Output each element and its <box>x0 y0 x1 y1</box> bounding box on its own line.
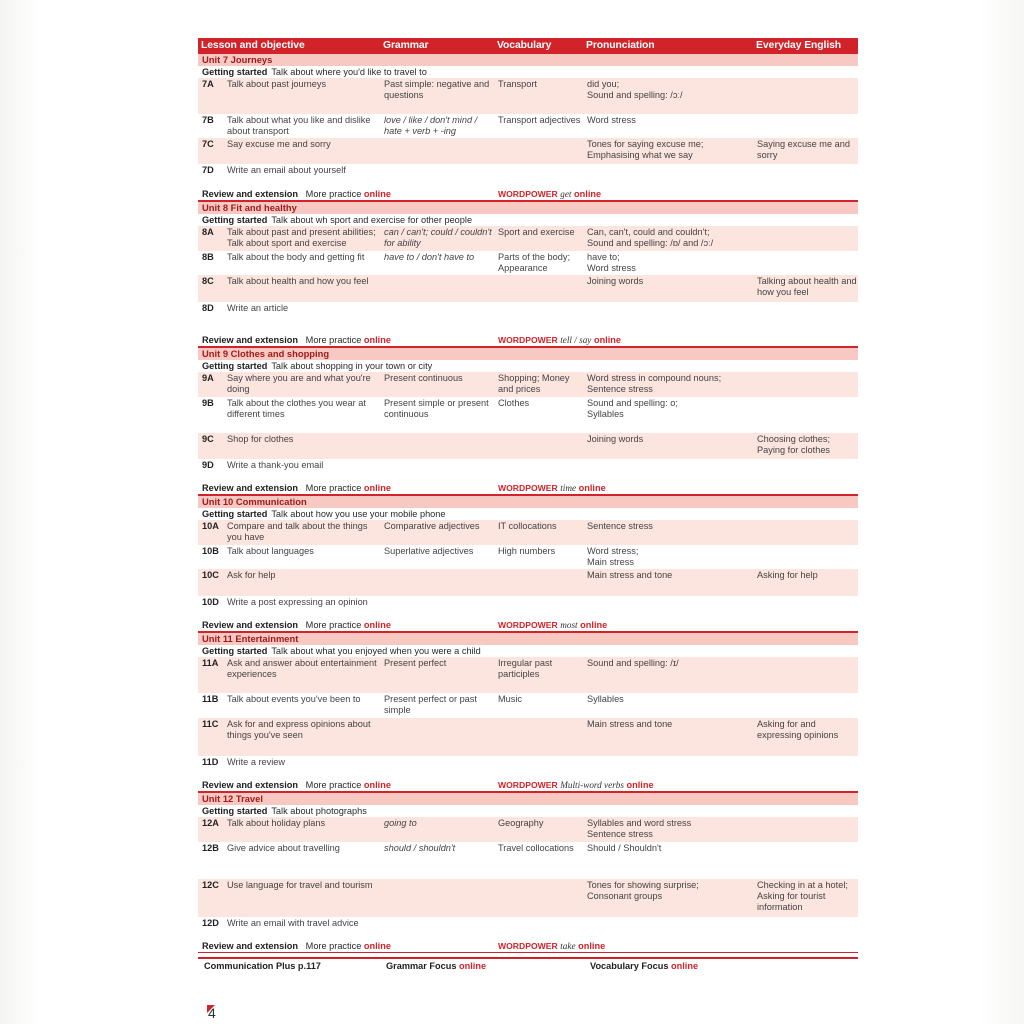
getting-started-text: Talk about photographs <box>271 806 367 816</box>
lesson-grammar <box>384 756 498 757</box>
lesson-pronunciation: Sound and spelling: /ɪ/ <box>587 658 679 668</box>
lesson-code: 9B <box>202 398 214 408</box>
unit-title: Unit 9 Clothes and shopping <box>198 347 858 360</box>
unit-title: Unit 8 Fit and healthy <box>198 201 858 214</box>
lesson-row <box>198 372 858 397</box>
lesson-grammar <box>384 718 498 719</box>
lesson-vocabulary <box>498 302 587 303</box>
lesson-pronunciation: Should / Shouldn't <box>587 843 662 853</box>
lesson-everyday-english <box>757 78 862 79</box>
header-lesson: Lesson and objective <box>201 40 305 51</box>
lesson-everyday-english <box>757 251 862 252</box>
lesson-vocabulary: Transport <box>498 79 537 89</box>
getting-started-row <box>198 66 858 78</box>
lesson-objective: Ask for help <box>227 570 276 580</box>
lesson-everyday-english <box>757 817 862 818</box>
table-header <box>198 38 858 53</box>
lesson-pronunciation: have to; Word stress <box>587 252 636 273</box>
lesson-code: 12A <box>202 818 219 828</box>
header-pronunciation: Pronunciation <box>586 40 655 51</box>
lesson-grammar <box>384 596 498 597</box>
lesson-everyday-english: Asking for help <box>757 570 818 580</box>
review-extension: Review and extension More practice online <box>202 335 391 345</box>
lesson-pronunciation: Main stress and tone <box>587 570 673 580</box>
lesson-vocabulary <box>498 459 587 460</box>
header-grammar: Grammar <box>383 40 429 51</box>
lesson-code: 10A <box>202 521 219 531</box>
lesson-code: 12B <box>202 843 219 853</box>
lesson-code: 7C <box>202 139 214 149</box>
lesson-code: 9A <box>202 373 214 383</box>
lesson-grammar <box>384 275 498 276</box>
lesson-grammar <box>384 879 498 880</box>
lesson-pronunciation <box>587 917 757 918</box>
vocabulary-focus: Vocabulary Focus online <box>590 961 699 971</box>
lesson-row <box>198 842 858 879</box>
contents-table <box>198 38 858 973</box>
lesson-code: 10C <box>202 570 219 580</box>
lesson-grammar: have to / don't have to <box>384 252 475 262</box>
lesson-objective: Give advice about travelling <box>227 843 340 853</box>
lesson-grammar: Present continuous <box>384 373 463 383</box>
lesson-row <box>198 545 858 569</box>
lesson-objective: Talk about what you like and dislike about transport <box>227 115 371 136</box>
lesson-grammar: Present perfect or past simple <box>384 694 477 715</box>
lesson-objective: Talk about past journeys <box>227 79 327 89</box>
units-container <box>198 53 858 953</box>
lesson-grammar: Present simple or present continuous <box>384 398 489 419</box>
wordpower-link[interactable]: WORDPOWER take online <box>498 941 606 951</box>
getting-started-row <box>198 645 858 657</box>
lesson-everyday-english <box>757 372 862 373</box>
header-everyday-english: Everyday English <box>756 40 842 51</box>
lesson-row <box>198 569 858 596</box>
lesson-row <box>198 817 858 842</box>
lesson-objective: Write an email with travel advice <box>227 918 359 928</box>
lesson-code: 7D <box>202 165 214 175</box>
lesson-grammar: can / can't; could / couldn't for ability <box>384 227 492 248</box>
lesson-pronunciation: Word stress in compound nouns; Sentence stress <box>587 373 722 394</box>
lesson-objective: Shop for clothes <box>227 434 294 444</box>
lesson-row <box>198 433 858 459</box>
lesson-pronunciation: Sound and spelling: o; Syllables <box>587 398 678 419</box>
lesson-pronunciation: Tones for saying excuse me; Emphasising what we say <box>587 139 704 160</box>
review-row <box>198 619 858 632</box>
lesson-vocabulary <box>498 756 587 757</box>
review-row <box>198 940 858 953</box>
lesson-vocabulary: Geography <box>498 818 544 828</box>
getting-started-label: Getting started <box>202 509 268 519</box>
lesson-everyday-english: Talking about health and how you feel <box>757 276 857 297</box>
lesson-objective: Talk about languages <box>227 546 314 556</box>
lesson-row <box>198 78 858 114</box>
getting-started-text: Talk about where you'd like to travel to <box>271 67 427 77</box>
lesson-everyday-english <box>757 459 862 460</box>
page-number: 4 <box>208 1005 216 1021</box>
lesson-vocabulary <box>498 138 587 139</box>
getting-started-row <box>198 805 858 817</box>
lesson-vocabulary <box>498 569 587 570</box>
lesson-vocabulary: Transport adjectives <box>498 115 581 125</box>
lesson-row <box>198 164 858 188</box>
lesson-grammar: going to <box>384 818 417 828</box>
lesson-vocabulary <box>498 879 587 880</box>
review-row <box>198 334 858 347</box>
lesson-grammar: Past simple: negative and questions <box>384 79 490 100</box>
lesson-row <box>198 138 858 164</box>
wordpower-link[interactable]: WORDPOWER get online <box>498 189 602 199</box>
lesson-vocabulary <box>498 917 587 918</box>
lesson-code: 11C <box>202 719 219 729</box>
lesson-grammar: should / shouldn't <box>384 843 456 853</box>
lesson-pronunciation <box>587 596 757 597</box>
lesson-row <box>198 520 858 545</box>
lesson-grammar: Present perfect <box>384 658 447 668</box>
lesson-everyday-english <box>757 917 862 918</box>
lesson-vocabulary <box>498 164 587 165</box>
lesson-grammar <box>384 164 498 165</box>
lesson-grammar <box>384 917 498 918</box>
review-row <box>198 482 858 495</box>
footer-row <box>198 957 858 973</box>
communication-plus: Communication Plus p.117 <box>204 961 321 971</box>
unit-title: Unit 11 Entertainment <box>198 632 858 645</box>
lesson-pronunciation: Syllables and word stress Sentence stress <box>587 818 692 839</box>
lesson-code: 12D <box>202 918 219 928</box>
lesson-objective: Compare and talk about the things you have <box>227 521 368 542</box>
lesson-code: 7A <box>202 79 214 89</box>
wordpower-link[interactable]: WORDPOWER Multi-word verbs online <box>498 780 654 790</box>
lesson-objective: Write an email about yourself <box>227 165 346 175</box>
lesson-row <box>198 302 858 334</box>
lesson-vocabulary: Travel collocations <box>498 843 574 853</box>
lesson-pronunciation <box>587 756 757 757</box>
getting-started-label: Getting started <box>202 67 268 77</box>
lesson-code: 9C <box>202 434 214 444</box>
lesson-code: 10B <box>202 546 219 556</box>
review-row <box>198 779 858 792</box>
lesson-vocabulary: IT collocations <box>498 521 557 531</box>
lesson-vocabulary: Parts of the body; Appearance <box>498 252 571 273</box>
lesson-everyday-english: Checking in at a hotel; Asking for tourist information <box>757 880 848 912</box>
lesson-code: 11A <box>202 658 219 668</box>
lesson-pronunciation: Main stress and tone <box>587 719 673 729</box>
lesson-row <box>198 917 858 940</box>
review-row <box>198 188 858 201</box>
review-extension: Review and extension More practice online <box>202 780 391 790</box>
lesson-grammar: Superlative adjectives <box>384 546 474 556</box>
lesson-row <box>198 756 858 779</box>
lesson-grammar: Comparative adjectives <box>384 521 480 531</box>
getting-started-label: Getting started <box>202 215 268 225</box>
lesson-code: 11D <box>202 757 219 767</box>
getting-started-text: Talk about shopping in your town or city <box>271 361 433 371</box>
lesson-code: 8C <box>202 276 214 286</box>
lesson-everyday-english <box>757 693 862 694</box>
lesson-everyday-english <box>757 657 862 658</box>
lesson-vocabulary: Irregular past participles <box>498 658 553 679</box>
lesson-everyday-english <box>757 164 862 165</box>
getting-started-text: Talk about what you enjoyed when you were a child <box>271 646 481 656</box>
lesson-objective: Talk about the body and getting fit <box>227 252 365 262</box>
lesson-pronunciation <box>587 164 757 165</box>
lesson-pronunciation: Joining words <box>587 276 644 286</box>
lesson-vocabulary <box>498 433 587 434</box>
lesson-row <box>198 459 858 482</box>
wordpower-link[interactable]: WORDPOWER time online <box>498 483 606 493</box>
grammar-focus: Grammar Focus online <box>386 961 487 971</box>
lesson-row <box>198 275 858 302</box>
lesson-everyday-english <box>757 302 862 303</box>
lesson-row <box>198 251 858 275</box>
lesson-grammar <box>384 433 498 434</box>
lesson-vocabulary <box>498 596 587 597</box>
review-extension: Review and extension More practice online <box>202 620 391 630</box>
unit-title: Unit 7 Journeys <box>198 53 858 66</box>
lesson-everyday-english <box>757 545 862 546</box>
lesson-pronunciation: Can, can't, could and couldn't; Sound and spelling: /ɒ/ and /ɔː/ <box>587 227 714 248</box>
review-extension: Review and extension More practice online <box>202 941 391 951</box>
lesson-objective: Use language for travel and tourism <box>227 880 373 890</box>
lesson-objective: Write an article <box>227 303 289 313</box>
lesson-row <box>198 397 858 433</box>
lesson-everyday-english: Choosing clothes; Paying for clothes <box>757 434 831 455</box>
lesson-pronunciation <box>587 459 757 460</box>
lesson-code: 11B <box>202 694 219 704</box>
lesson-pronunciation: Word stress; Main stress <box>587 546 639 567</box>
lesson-everyday-english <box>757 756 862 757</box>
lesson-everyday-english <box>757 520 862 521</box>
unit-title: Unit 12 Travel <box>198 792 858 805</box>
lesson-pronunciation: Syllables <box>587 694 624 704</box>
getting-started-row <box>198 360 858 372</box>
lesson-everyday-english: Asking for and expressing opinions <box>757 719 839 740</box>
lesson-row <box>198 226 858 251</box>
lesson-vocabulary: Clothes <box>498 398 530 408</box>
lesson-objective: Ask for and express opinions about things you've seen <box>227 719 371 740</box>
lesson-pronunciation: did you; Sound and spelling: /ɔː/ <box>587 79 683 100</box>
lesson-objective: Write a review <box>227 757 286 767</box>
lesson-grammar <box>384 138 498 139</box>
lesson-vocabulary <box>498 718 587 719</box>
lesson-objective: Write a thank-you email <box>227 460 324 470</box>
lesson-vocabulary: Music <box>498 694 522 704</box>
header-vocabulary: Vocabulary <box>497 40 552 51</box>
wordpower-link[interactable]: WORDPOWER most online <box>498 620 608 630</box>
lesson-everyday-english <box>757 842 862 843</box>
getting-started-label: Getting started <box>202 806 268 816</box>
lesson-vocabulary: Sport and exercise <box>498 227 575 237</box>
lesson-everyday-english <box>757 596 862 597</box>
lesson-grammar <box>384 459 498 460</box>
lesson-vocabulary: High numbers <box>498 546 556 556</box>
lesson-objective: Say excuse me and sorry <box>227 139 331 149</box>
lesson-pronunciation: Tones for showing surprise; Consonant groups <box>587 880 699 901</box>
lesson-objective: Write a post expressing an opinion <box>227 597 368 607</box>
lesson-row <box>198 879 858 917</box>
lesson-objective: Talk about events you've been to <box>227 694 361 704</box>
lesson-grammar <box>384 569 498 570</box>
lesson-pronunciation <box>587 302 757 303</box>
lesson-everyday-english: Saying excuse me and sorry <box>757 139 850 160</box>
lesson-row <box>198 657 858 693</box>
review-extension: Review and extension More practice online <box>202 483 391 493</box>
unit-title: Unit 10 Communication <box>198 495 858 508</box>
getting-started-row <box>198 508 858 520</box>
lesson-code: 8D <box>202 303 214 313</box>
lesson-code: 12C <box>202 880 219 890</box>
lesson-objective: Talk about holiday plans <box>227 818 326 828</box>
lesson-code: 7B <box>202 115 214 125</box>
lesson-code: 8B <box>202 252 214 262</box>
lesson-row <box>198 114 858 138</box>
lesson-pronunciation: Joining words <box>587 434 644 444</box>
getting-started-text: Talk about wh sport and exercise for other people <box>271 215 473 225</box>
lesson-everyday-english <box>757 397 862 398</box>
review-extension: Review and extension More practice online <box>202 189 391 199</box>
lesson-vocabulary <box>498 275 587 276</box>
lesson-objective: Ask and answer about entertainment experiences <box>227 658 377 679</box>
lesson-row <box>198 718 858 756</box>
lesson-row <box>198 596 858 619</box>
lesson-everyday-english <box>757 114 862 115</box>
lesson-code: 8A <box>202 227 214 237</box>
lesson-objective: Talk about the clothes you wear at different times <box>227 398 366 419</box>
lesson-grammar <box>384 302 498 303</box>
lesson-pronunciation: Sentence stress <box>587 521 653 531</box>
lesson-vocabulary: Shopping; Money and prices <box>498 373 570 394</box>
lesson-objective: Say where you are and what you're doing <box>227 373 371 394</box>
getting-started-row <box>198 214 858 226</box>
lesson-objective: Talk about past and present abilities; Talk about sport and exercise <box>227 227 376 248</box>
lesson-code: 10D <box>202 597 219 607</box>
lesson-everyday-english <box>757 226 862 227</box>
getting-started-text: Talk about how you use your mobile phone <box>271 509 446 519</box>
getting-started-label: Getting started <box>202 646 268 656</box>
lesson-pronunciation: Word stress <box>587 115 636 125</box>
lesson-grammar: love / like / don't mind / hate + verb + -ing <box>384 115 478 136</box>
lesson-code: 9D <box>202 460 214 470</box>
lesson-row <box>198 693 858 718</box>
wordpower-link[interactable]: WORDPOWER tell / say online <box>498 335 622 345</box>
lesson-objective: Talk about health and how you feel <box>227 276 369 286</box>
getting-started-label: Getting started <box>202 361 268 371</box>
